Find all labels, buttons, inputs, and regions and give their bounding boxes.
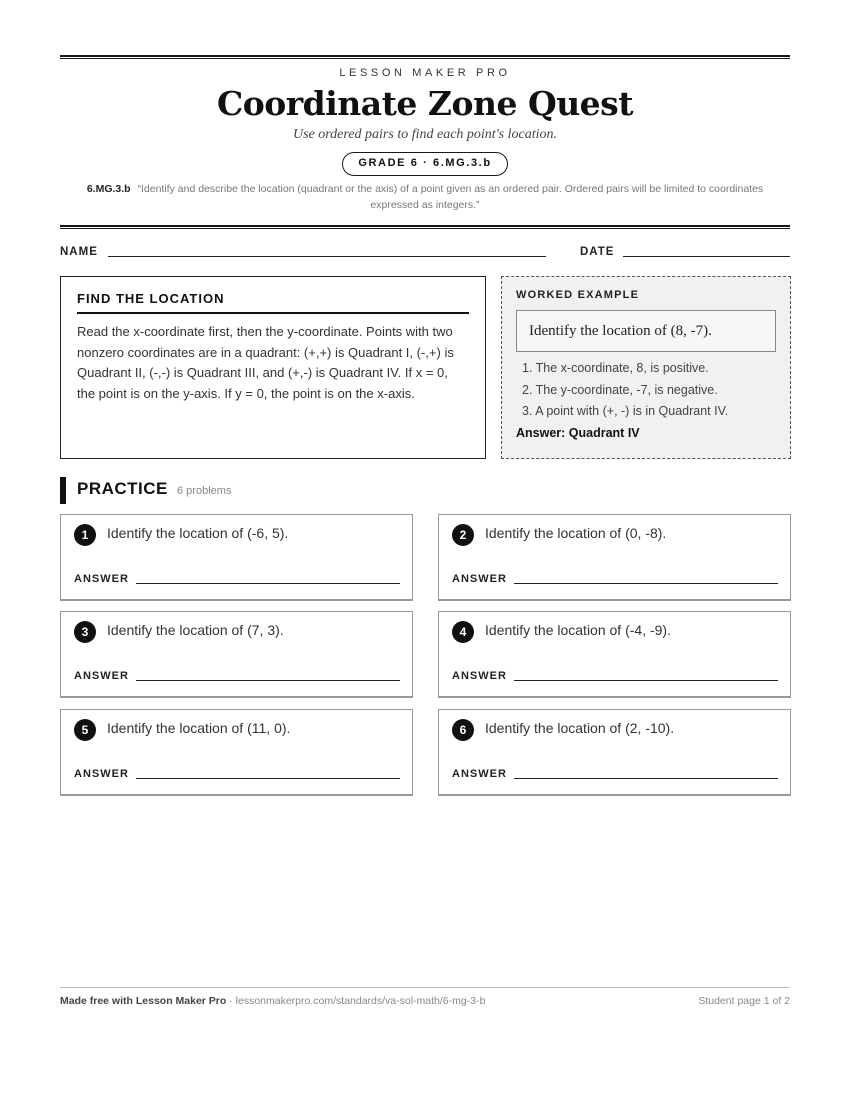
problem-question: Identify the location of (7, 3). [107,622,284,638]
name-label: NAME [60,246,98,258]
problem-card-4 [438,611,791,698]
problem-number: 4 [452,621,474,643]
answer-field[interactable] [514,778,778,779]
standard-text: “Identify and describe the location (quadrant or the axis) of a point given as an ordered pair. Ordered pairs will be limited to coordinates expressed as integers.” [137,183,764,211]
page-subtitle: Use ordered pairs to find each point's location. [292,127,558,142]
answer-label: ANSWER [74,670,129,682]
worked-example-steps [516,358,776,423]
find-location-text: Read the x-coordinate first, then the y-coordinate. Points with two nonzero coordinates are in a quadrant: (+,+) is Quadrant I, (-,+) is Quadrant II, (-,-) is Quadrant III, and (+,-) is Quadrant IV. If x = 0, the point is on the y-axis. If y = 0, the point is on the x-axis. [77,324,454,401]
worked-example-question: Identify the location of (8, -7). [516,310,776,352]
answer-field[interactable] [514,583,778,584]
footer-url[interactable]: · lessonmakerpro.com/standards/va-sol-math/6-mg-3-b [226,995,486,1007]
problem-question: Identify the location of (11, 0). [107,720,291,736]
answer-label: ANSWER [452,670,507,682]
problem-number: 5 [74,719,96,741]
problem-card-1 [60,514,413,601]
problem-number: 6 [452,719,474,741]
footer-made-with: Made free with Lesson Maker Pro [60,995,227,1007]
worked-example-answer: Answer: Quadrant IV [516,425,640,440]
brand-name: LESSON MAKER PRO [339,67,511,79]
header-bottom-rule [60,225,790,229]
footer-page-number: Student page 1 of 2 [698,995,790,1007]
date-field[interactable] [623,256,790,257]
answer-field[interactable] [136,680,400,681]
problem-number: 3 [74,621,96,643]
answer-label: ANSWER [452,573,507,585]
answer-label: ANSWER [74,768,129,780]
worked-step: 1. The x-coordinate, 8, is positive. [522,361,709,375]
top-double-rule [60,55,790,59]
problem-question: Identify the location of (-4, -9). [485,622,671,638]
answer-label: ANSWER [452,768,507,780]
grade-badge: GRADE 6 · 6.MG.3.b [342,152,508,176]
problem-card-6 [438,709,791,796]
problem-question: Identify the location of (-6, 5). [107,525,289,541]
worked-step: 2. The y-coordinate, -7, is negative. [522,382,718,397]
standard-code: 6.MG.3.b [86,183,131,195]
problem-card-3 [60,611,413,698]
footer-credit [60,995,485,1007]
answer-field[interactable] [136,778,400,779]
name-field[interactable] [108,256,546,257]
answer-label: ANSWER [74,573,129,585]
problem-question: Identify the location of (0, -8). [485,525,667,541]
practice-count: 6 problems [177,485,232,497]
find-location-heading: FIND THE LOCATION [77,291,469,314]
worked-example-box [501,276,791,459]
problem-number: 2 [452,524,474,546]
problem-question: Identify the location of (2, -10). [485,720,675,736]
find-location-box [60,276,486,459]
date-label: DATE [580,246,615,258]
worked-example-heading: WORKED EXAMPLE [516,289,640,301]
page-title: Coordinate Zone Quest [216,84,634,123]
standard-description [80,181,770,213]
practice-accent-bar [60,477,66,504]
answer-field[interactable] [514,680,778,681]
worked-step: 3. A point with (+, -) is in Quadrant IV. [522,404,729,418]
answer-field[interactable] [136,583,400,584]
problem-card-5 [60,709,413,796]
problem-number: 1 [74,524,96,546]
problem-card-2 [438,514,791,601]
footer-rule [60,987,790,988]
practice-title: PRACTICE [77,479,168,498]
